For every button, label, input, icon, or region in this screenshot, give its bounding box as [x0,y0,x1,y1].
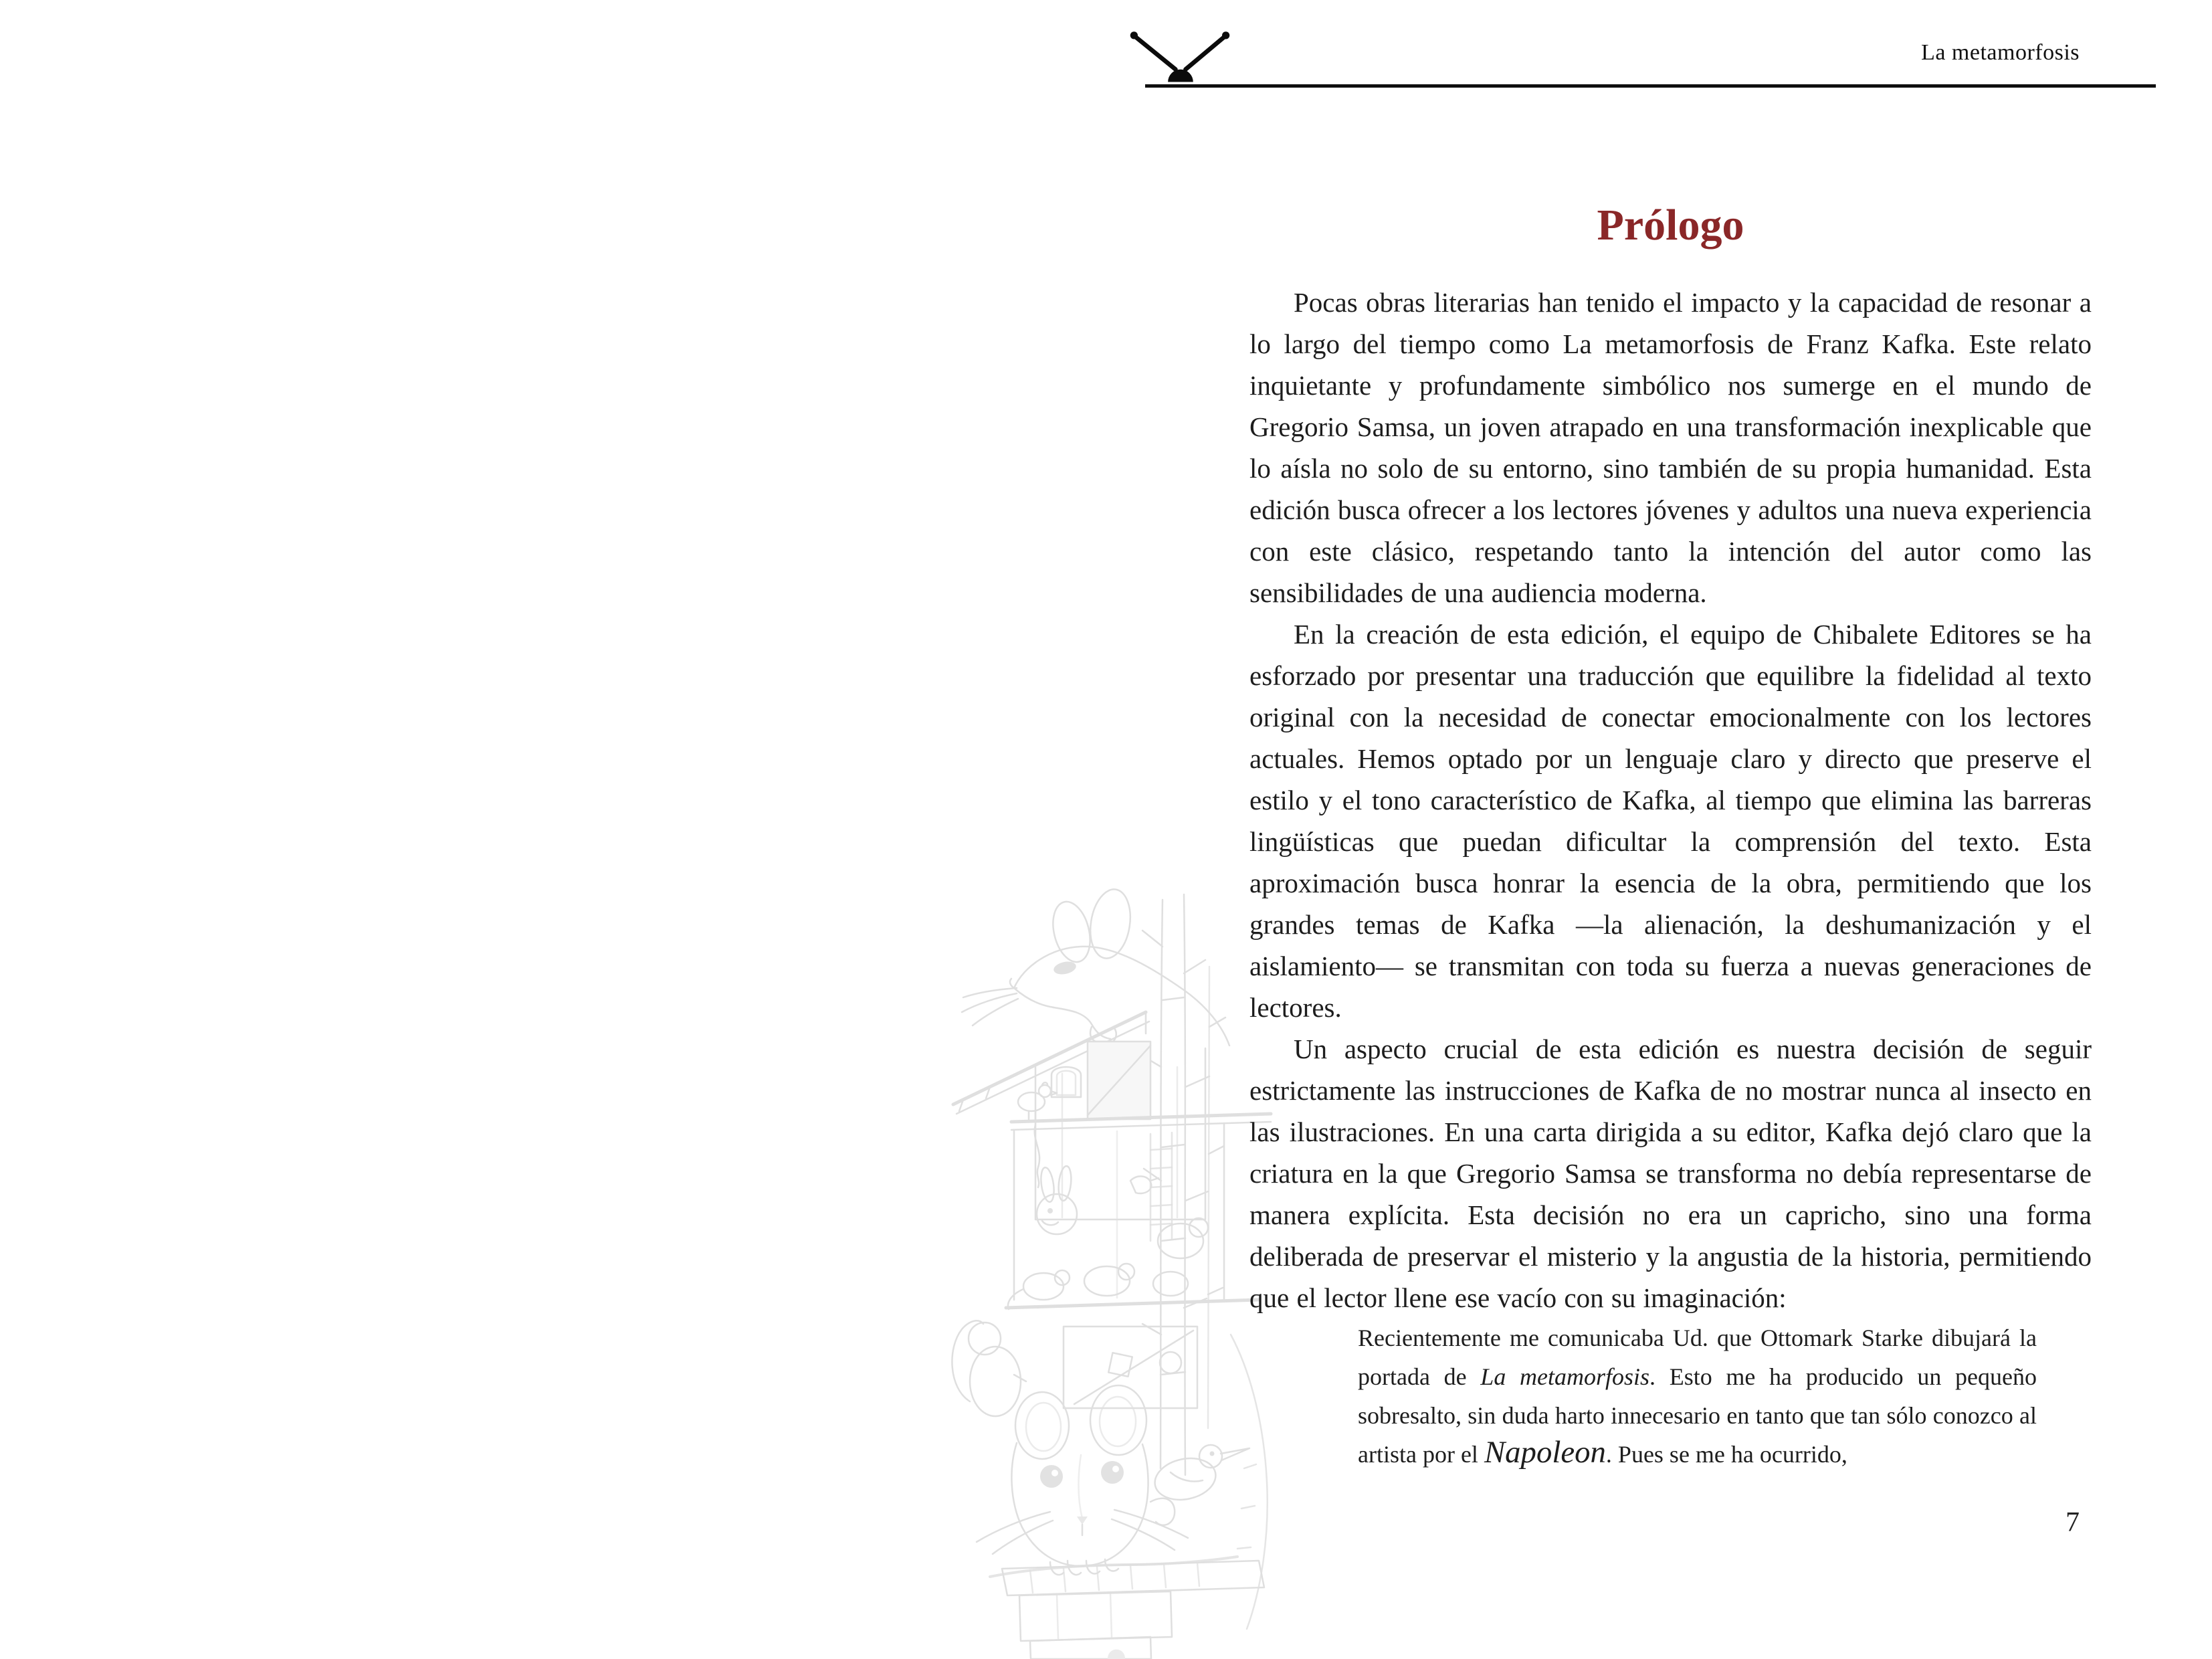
quote-text-segment: . Pues se me ha ocurrido, [1605,1441,1847,1468]
kafka-letter-quote [1358,1319,2037,1474]
body-paragraph-2: En la creación de esta edición, el equipo de Chibalete Editores se ha esforzado por presentar una traducción que equilibre la fidelidad al texto original con la necesidad de conectar emocionalmente con los lectores actuales. Hemos optado por un lenguaje claro y directo que preserve el estilo y el tono característico de Kafka, al tiempo que elimina las barreras lingüísticas que puedan dificultar la comprensión del texto. Esta aproximación busca honrar la esencia de la obra, permitiendo que los grandes temas de Kafka —la alienación, la deshumanización y el aislamiento— se transmitan con toda su fuerza a nuevas generaciones de lectores. [1249,619,2092,1023]
page-number: 7 [2066,1507,2080,1538]
quote-italic-napoleon: Napoleon [1484,1435,1606,1470]
chapter-title: Prólogo [1597,201,1744,250]
header-rule [1145,84,2156,88]
insect-icon [1119,24,1241,87]
quote-text-segment: Recientemente me comunicaba Ud. que Ottomark Starke dibujará la portada de [1358,1325,2037,1391]
quote-italic-book-title: La metamorfosis [1480,1363,1650,1391]
faded-tower-illustration [950,866,1281,1659]
prologue-content [1249,202,2092,1474]
body-paragraph-1: Pocas obras literarias han tenido el impacto y la capacidad de resonar a lo largo del tiempo como La metamorfosis de Franz Kafka. Este relato inquietante y profundamente simbólico nos sumerge en el mundo de Gregorio Samsa, un joven atrapado en una transformación inexplicable que lo aísla no solo de su entorno, sino también de su propia humanidad. Esta edición busca ofrecer a los lectores jóvenes y adultos una nueva experiencia con este clásico, respetando tanto la intención del autor como las sensibilidades de una audiencia moderna. [1249,287,2092,609]
quote-text-segment: . Esto me ha producido un pequeño sobresalto, sin duda harto innecesario en tanto que tan sólo conozco al artista por el [1358,1363,2037,1468]
running-title: La metamorfosis [1921,40,2080,65]
body-paragraph-3: Un aspecto crucial de esta edición es nuestra decisión de seguir estrictamente las instrucciones de Kafka de no mostrar nunca al insecto en las ilustraciones. En una carta dirigida a su editor, Kafka dejó claro que la criatura en la que Gregorio Samsa se transforma no debía representarse de manera explícita. Esta decisión no era un capricho, sino una forma deliberada de preservar el misterio y la angustia de la historia, permitiendo que el lector llene ese vacío con su imaginación: [1249,1034,2092,1314]
